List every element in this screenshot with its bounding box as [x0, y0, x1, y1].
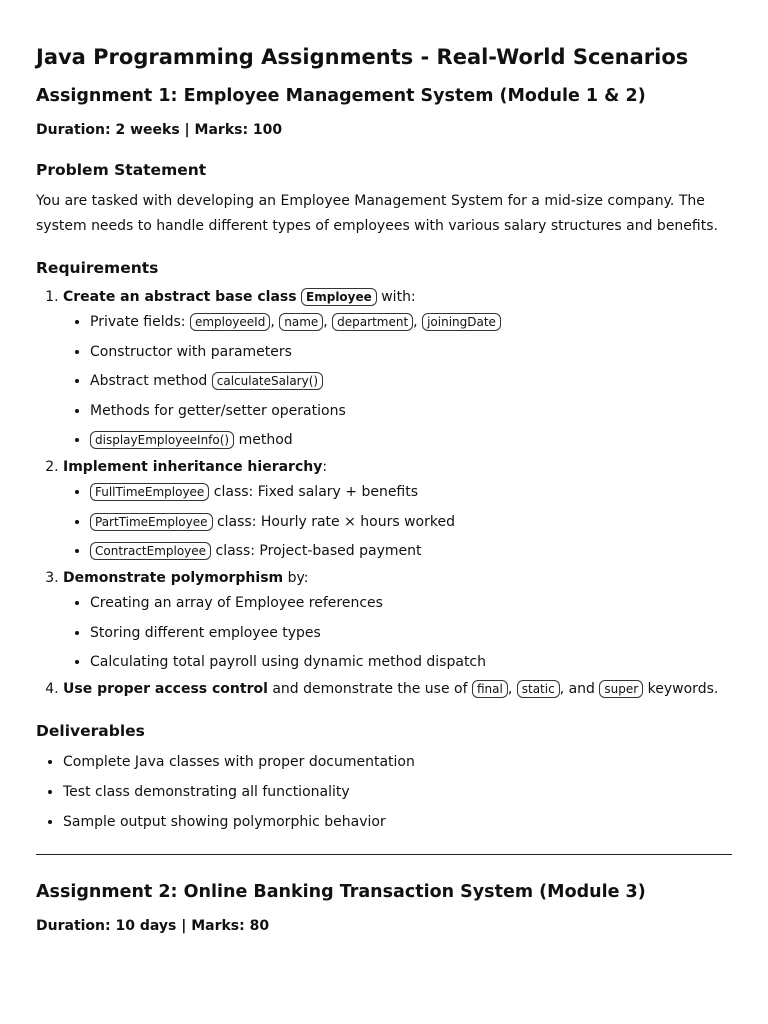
list-item: • Abstract method calculateSalary()	[90, 369, 732, 393]
code-employee: Employee	[301, 288, 377, 306]
code-part-time-employee: PartTimeEmployee	[90, 513, 213, 531]
list-item: • Sample output showing polymorphic behavior	[63, 810, 732, 834]
requirement-3-sublist	[63, 591, 732, 674]
code-display-employee-info: displayEmployeeInfo()	[90, 431, 234, 449]
requirement-4: 4. Use proper access control and demonstrate the use of final , static , and super keywords.	[63, 677, 732, 701]
code-contract-employee: ContractEmployee	[90, 542, 211, 560]
deliverables-heading: Deliverables	[36, 722, 145, 740]
assignment-2-meta: Duration: 10 days | Marks: 80	[36, 918, 270, 934]
code-calculate-salary: calculateSalary()	[212, 372, 323, 390]
requirement-1	[63, 285, 732, 452]
requirement-2: 2. Implement inheritance hierarchy: • FullTimeEmployee class: Fixed salary + benefits • PartTimeEmployee class: Hourly rate × hours worked • ContractEmployee class: Project-based payment	[63, 455, 732, 563]
requirement-1-tail: with:	[381, 289, 416, 305]
code-super: super	[599, 680, 643, 698]
code-name: name	[279, 313, 323, 331]
problem-statement-heading: Problem Statement	[36, 161, 207, 179]
list-item: • displayEmployeeInfo() method	[90, 428, 732, 452]
list-item: • Constructor with parameters	[90, 340, 732, 364]
section-divider	[36, 854, 732, 855]
list-item: • ContractEmployee class: Project-based payment	[90, 539, 732, 563]
requirement-1-lead: Create an abstract base class	[63, 289, 297, 305]
problem-statement-text: You are tasked with developing an Employee Management System for a mid-size company. The system needs to handle different types of employees with various salary structures and benefits.	[36, 193, 718, 234]
requirement-3: 3. Demonstrate polymorphism by: • Creating an array of Employee references • Storing different employee types • Calculating total payroll using dynamic method dispatch	[63, 566, 732, 674]
requirement-4-lead: Use proper access control	[63, 681, 268, 697]
code-department: department	[332, 313, 413, 331]
requirement-2-lead: Implement inheritance hierarchy	[63, 459, 323, 475]
assignment-2-heading: Assignment 2: Online Banking Transaction System (Module 3)	[36, 882, 646, 902]
requirement-3-lead: Demonstrate polymorphism	[63, 570, 284, 586]
list-item: • Calculating total payroll using dynamic method dispatch	[90, 650, 732, 674]
list-item: • Test class demonstrating all functionality	[63, 780, 732, 804]
code-joining-date: joiningDate	[422, 313, 501, 331]
code-full-time-employee: FullTimeEmployee	[90, 483, 209, 501]
page-title: Java Programming Assignments - Real-World Scenarios	[36, 45, 689, 69]
assignment-1-meta: Duration: 2 weeks | Marks: 100	[36, 122, 283, 138]
list-item: • Private fields: employeeId , name , department , joiningDate	[90, 310, 732, 334]
code-employee-id: employeeId	[190, 313, 270, 331]
requirement-1-sublist	[63, 310, 732, 452]
requirement-2-sublist	[63, 480, 732, 563]
list-item: • Methods for getter/setter operations	[90, 399, 732, 423]
deliverables-list	[36, 750, 732, 834]
assignment-1-heading: Assignment 1: Employee Management System (Module 1 & 2)	[36, 86, 646, 106]
code-final: final	[472, 680, 508, 698]
list-item: • FullTimeEmployee class: Fixed salary + benefits	[90, 480, 732, 504]
list-item: • Creating an array of Employee references	[90, 591, 732, 615]
requirements-list	[36, 285, 732, 701]
code-static: static	[517, 680, 560, 698]
requirements-heading: Requirements	[36, 259, 159, 277]
list-item: • Storing different employee types	[90, 621, 732, 645]
list-item: • PartTimeEmployee class: Hourly rate × hours worked	[90, 510, 732, 534]
list-item: • Complete Java classes with proper documentation	[63, 750, 732, 774]
